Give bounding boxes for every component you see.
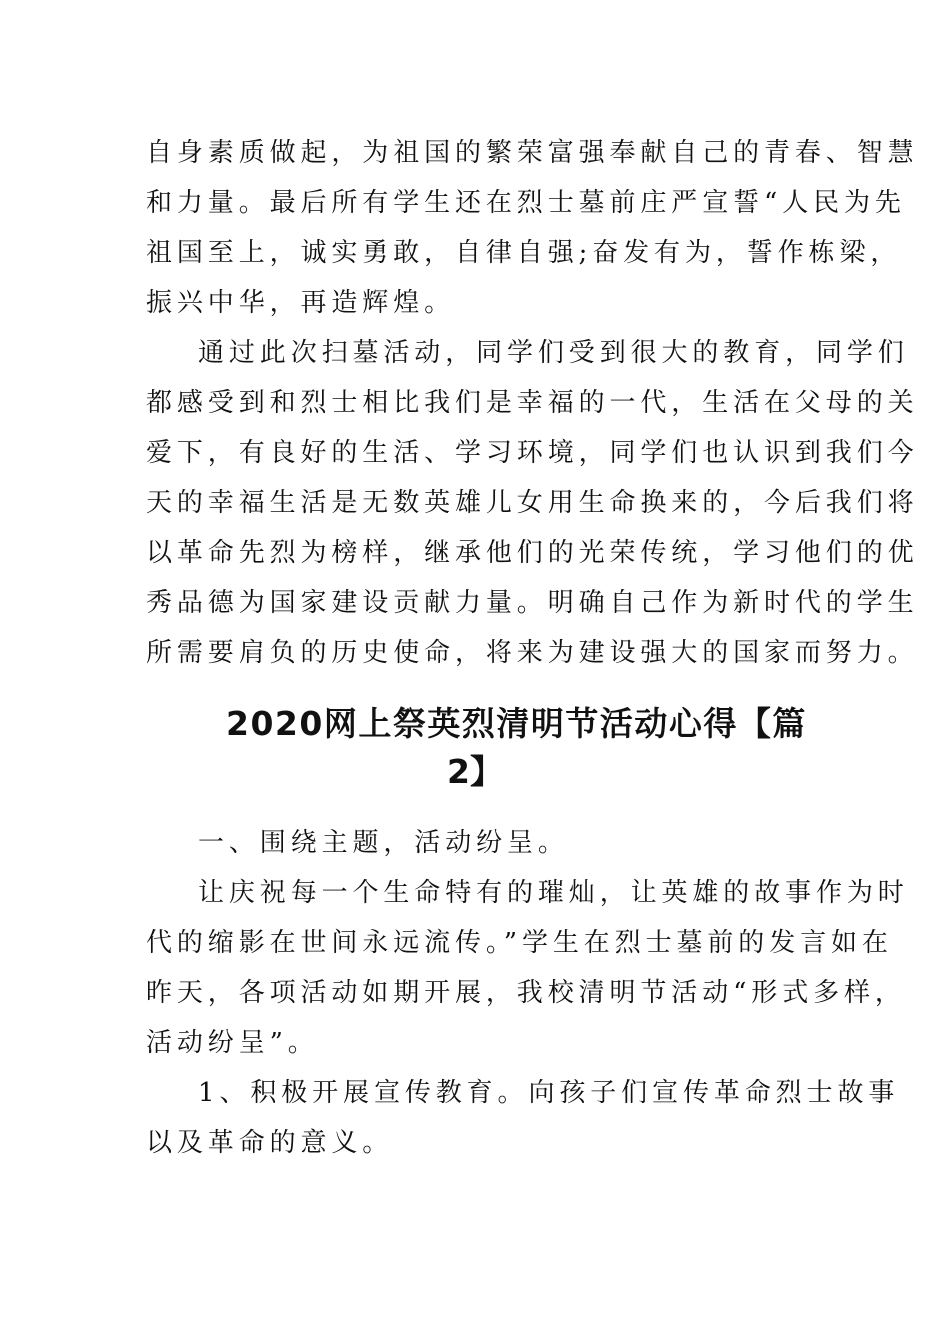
paragraph-line: 祖国至上，诚实勇敢，自律自强;奋发有为，誓作栋梁， [146, 238, 902, 268]
section-heading-continued: 2】 [447, 752, 503, 791]
paragraph-line: 1、积极开展宣传教育。向孩子们宣传革命烈士故事 [198, 1078, 900, 1108]
paragraph-line: 天的幸福生活是无数英雄儿女用生命换来的，今后我们将 [146, 488, 919, 518]
paragraph-line: 都感受到和烈士相比我们是幸福的一代，生活在父母的关 [146, 388, 919, 418]
paragraph-line: 和力量。最后所有学生还在烈士墓前庄严宣誓“人民为先 [146, 188, 906, 218]
subsection-title: 一、围绕主题，活动纷呈。 [198, 828, 569, 858]
paragraph-line: 秀品德为国家建设贡献力量。明确自己作为新时代的学生 [146, 588, 919, 618]
paragraph-line: 以革命先烈为榜样，继承他们的光荣传统，学习他们的优 [146, 538, 919, 568]
paragraph-line: 让庆祝每一个生命特有的璀灿，让英雄的故事作为时 [198, 878, 909, 908]
paragraph-line: 昨天，各项活动如期开展，我校清明节活动“形式多样， [146, 978, 906, 1008]
paragraph-line: 以及革命的意义。 [146, 1128, 394, 1158]
section-heading: 2020网上祭英烈清明节活动心得【篇 [226, 704, 807, 743]
paragraph-line: 活动纷呈”。 [146, 1028, 319, 1058]
paragraph-line: 通过此次扫墓活动，同学们受到很大的教育，同学们 [198, 338, 909, 368]
paragraph-line: 所需要肩负的历史使命，将来为建设强大的国家而努力。 [146, 638, 919, 668]
paragraph-line: 爱下，有良好的生活、学习环境，同学们也认识到我们今 [146, 438, 919, 468]
paragraph-line: 自身素质做起，为祖国的繁荣富强奉献自己的青春、智慧 [146, 138, 919, 168]
paragraph-line: 振兴中华，再造辉煌。 [146, 288, 456, 318]
paragraph-line: 代的缩影在世间永远流传。”学生在烈士墓前的发言如在 [146, 928, 893, 958]
